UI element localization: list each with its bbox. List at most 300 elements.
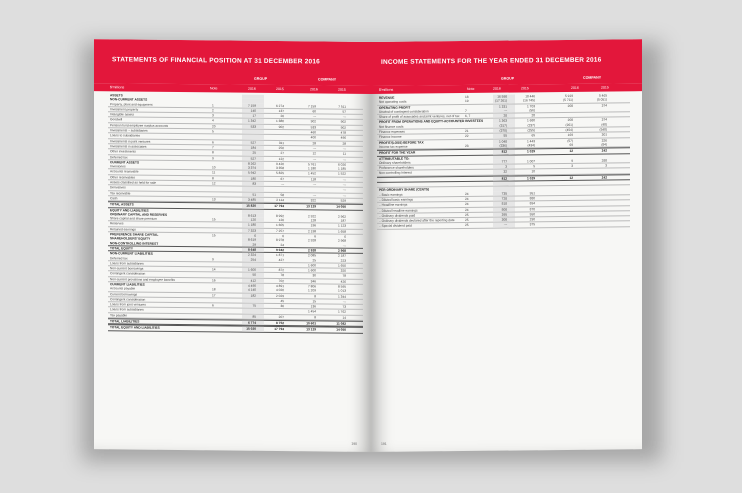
value-cell: 6 026	[338, 162, 346, 167]
value-cell: 6	[314, 234, 316, 239]
column-header: 2015	[338, 87, 346, 92]
value-cell: 32	[503, 170, 507, 175]
value-cell: 17	[252, 113, 256, 118]
note-cell: 17	[212, 292, 216, 297]
note-cell: 12	[212, 181, 216, 186]
value-cell: 27	[280, 151, 284, 156]
row-label: REVENUE	[379, 95, 395, 100]
value-cell: 169	[567, 133, 573, 138]
value-cell: 7 806	[308, 284, 316, 289]
value-cell: 460	[310, 130, 316, 135]
row-label: Unwind of contingent consideration	[379, 109, 429, 114]
value-cell: 10 601	[306, 321, 316, 326]
value-cell: 180	[250, 176, 256, 181]
row-label: Derivatives	[110, 185, 126, 190]
value-cell: 67	[280, 176, 284, 181]
value-cell: 4 891	[276, 283, 284, 289]
value-cell: (336)	[499, 143, 507, 148]
value-cell: 136	[310, 304, 316, 309]
value-cell: 69	[569, 142, 573, 147]
right-statement-table	[377, 93, 630, 229]
note-cell: 16	[212, 278, 216, 283]
value-cell: 5 942	[248, 171, 256, 176]
value-cell: 812	[501, 149, 507, 154]
value-cell: 2 928	[308, 238, 316, 243]
value-cell: 400	[310, 135, 316, 140]
row-label: – Diluted headline earnings	[379, 208, 418, 213]
note-cell: 18	[465, 94, 469, 100]
row-label: PER ORDINARY SHARE (CENTS)	[379, 187, 430, 193]
value-cell: 250	[278, 146, 284, 151]
value-cell: 1 380	[276, 119, 284, 124]
value-cell: 8 595	[338, 284, 346, 289]
left-company-label: COMPANY	[318, 77, 337, 82]
value-cell: 26	[280, 114, 284, 119]
value-cell: 1 658	[338, 229, 346, 234]
row-label: Ordinary shareholders	[379, 160, 411, 165]
value-cell: 16 598	[497, 94, 507, 99]
value-cell: 7 159	[248, 103, 256, 108]
column-header: Note	[467, 86, 475, 91]
value-cell: (237)	[527, 123, 535, 128]
note-cell: 18	[212, 287, 216, 292]
value-cell: 13 129	[306, 204, 316, 209]
note-cell: 20	[212, 124, 216, 129]
value-cell: 5 825	[276, 171, 284, 176]
value-cell: 1 600	[308, 263, 316, 268]
row-label: – Diluted basic earnings	[379, 197, 414, 202]
value-cell: 208	[567, 103, 573, 108]
note-cell: 25	[465, 212, 469, 217]
value-cell: 1 871	[276, 253, 284, 258]
row-label: Loans from subsidiaries	[110, 307, 144, 313]
note-cell: 21	[465, 129, 469, 134]
value-cell: 6 274	[276, 103, 284, 108]
value-cell: 2 114	[276, 197, 284, 203]
value-cell: 1 762	[338, 310, 346, 315]
value-cell: 2 324	[248, 252, 256, 257]
value-cell: (17 261)	[495, 98, 507, 103]
row-label: Deferred tax	[110, 154, 128, 160]
column-header: $'millions	[379, 87, 394, 92]
column-header: 2016	[493, 86, 501, 91]
value-cell: 83	[252, 181, 256, 186]
note-cell: 22	[465, 134, 469, 139]
value-cell: 902	[340, 125, 346, 130]
value-cell: 11 082	[336, 321, 346, 326]
value-cell: 17 794	[274, 204, 284, 209]
value-cell: 902	[340, 120, 346, 125]
value-cell: 6	[282, 234, 284, 239]
value-cell: —	[280, 182, 284, 187]
value-cell: 1 452	[308, 171, 316, 176]
current-year-shade	[242, 262, 264, 267]
row-label: Net finance costs	[379, 124, 404, 129]
note-cell: 8	[212, 176, 214, 181]
row-label: Current borrowings	[110, 291, 138, 297]
column-header: 2015	[601, 85, 609, 90]
value-cell: 184	[250, 145, 256, 150]
value-cell: 2 029	[276, 293, 284, 298]
value-cell: 2 085	[308, 253, 316, 258]
value-cell: (548)	[599, 127, 607, 132]
value-cell: 8 648	[248, 247, 256, 252]
value-cell: —	[503, 108, 507, 113]
value-cell: 8 613	[248, 213, 256, 218]
value-cell: 529	[340, 198, 346, 203]
value-cell: 18 446	[525, 94, 535, 99]
value-cell: (56)	[529, 108, 535, 113]
value-cell: 527	[250, 156, 256, 161]
value-cell: 25	[312, 257, 316, 262]
value-cell: 85	[252, 314, 256, 319]
value-cell: 8 262	[248, 161, 256, 166]
note-cell: 8	[212, 150, 214, 155]
value-cell: 7 159	[308, 103, 316, 109]
value-cell: 24	[280, 242, 284, 247]
note-cell: 4	[212, 118, 214, 123]
row-label: Share of profit of associates and joint ventures, net of tax	[379, 114, 460, 120]
value-cell: 58	[280, 192, 284, 197]
value-cell: 2 962	[338, 214, 346, 219]
row-label: TOTAL EQUITY	[110, 246, 134, 251]
value-cell: (48)	[601, 122, 607, 127]
value-cell: 17 794	[274, 327, 284, 332]
row-label: – Ordinary dividends declared after the reporting date	[379, 218, 455, 224]
row-label: Investments in joint ventures	[110, 138, 151, 144]
value-cell: 3 485	[248, 197, 256, 202]
value-cell: 288	[601, 158, 607, 163]
value-cell: 65	[531, 133, 535, 138]
value-cell: 1 331	[499, 104, 507, 109]
note-cell: 15	[212, 217, 216, 222]
value-cell: 12	[569, 149, 573, 154]
value-cell: 7 323	[248, 228, 256, 233]
value-cell: 15 820	[246, 203, 256, 209]
row-label: Investments – subsidiaries	[110, 128, 148, 133]
value-cell: 2 968	[338, 248, 346, 253]
value-cell: 13 129	[306, 327, 316, 332]
value-cell: 30	[312, 273, 316, 278]
value-cell: 9	[571, 158, 573, 163]
value-cell: 51	[252, 192, 256, 197]
value-cell: 128	[310, 218, 316, 223]
row-label: Other investments	[110, 149, 136, 154]
column-header: $'millions	[110, 85, 125, 90]
value-cell: 872	[278, 268, 284, 273]
row-label: Loans from joint ventures	[110, 302, 146, 307]
value-cell: 1 454	[308, 309, 316, 314]
value-cell: 533	[250, 124, 256, 129]
value-cell: 702	[278, 278, 284, 283]
current-year-shade	[242, 130, 264, 135]
value-cell: 8 619	[248, 238, 256, 243]
value-cell: 3	[605, 163, 607, 168]
column-header: 2016	[310, 87, 318, 92]
left-statement-table	[108, 93, 363, 333]
value-cell: 7 511	[338, 104, 346, 109]
row-label: Property, plant and equipment	[110, 101, 153, 107]
row-label: ASSETS	[110, 93, 123, 98]
row-label: PROFIT FOR THE YEAR	[379, 150, 416, 156]
value-cell: (261)	[565, 122, 573, 127]
value-cell: 735	[501, 191, 507, 196]
row-label: – Headline earnings	[379, 202, 408, 208]
value-cell: 50	[252, 273, 256, 278]
value-cell: 6	[254, 233, 256, 238]
value-cell: (255)	[527, 128, 535, 133]
value-cell: 8 978	[276, 238, 284, 243]
value-cell: —	[342, 114, 346, 119]
value-cell: 207	[278, 314, 284, 319]
value-cell: —	[342, 182, 346, 187]
value-cell: (370)	[499, 128, 507, 133]
right-page-title: INCOME STATEMENTS FOR THE YEAR ENDED 31 DECEMBER 2016	[381, 56, 602, 66]
value-cell: 374	[601, 118, 607, 123]
value-cell: 2 928	[308, 248, 316, 253]
value-cell: 5	[533, 164, 535, 169]
value-cell: 36	[280, 304, 284, 309]
value-cell: 78	[280, 273, 284, 278]
value-cell: (5 051)	[596, 97, 607, 102]
left-column-headers	[94, 83, 371, 94]
value-cell: 3 374	[248, 165, 256, 170]
value-cell: 1 342	[248, 119, 256, 124]
value-cell: —	[342, 243, 346, 248]
value-cell: 242	[601, 175, 607, 180]
row-label: Finance income	[379, 135, 402, 140]
value-cell: 320	[340, 268, 346, 273]
value-cell: 12	[569, 175, 573, 180]
value-cell: 118	[310, 177, 316, 182]
value-cell: 196	[310, 223, 316, 228]
right-title-band	[371, 39, 642, 86]
current-year-shade	[493, 182, 515, 187]
value-cell: —	[342, 146, 346, 151]
value-cell: (16 745)	[523, 98, 535, 103]
column-header: 2015	[521, 86, 529, 91]
value-cell: 326	[601, 138, 607, 143]
row-label: Preference shareholders	[379, 165, 414, 171]
row-label: Contingent consideration	[110, 271, 146, 277]
row-label: Investment property	[110, 107, 139, 112]
left-page-number: 190	[351, 441, 357, 446]
value-cell: 126	[278, 218, 284, 223]
row-label: NON-CURRENT LIABILITIES	[110, 251, 153, 256]
value-cell: 426	[340, 279, 346, 284]
row-label: – Basic earnings	[379, 192, 403, 197]
value-cell: 8 992	[276, 213, 284, 218]
row-label: NON-CONTROLLING INTEREST	[110, 240, 159, 246]
row-label: Income tax expense	[379, 144, 408, 149]
value-cell: 55	[503, 133, 507, 138]
row-label: PREFERENCE SHARE CAPITAL	[110, 232, 159, 237]
value-cell: 311	[278, 140, 284, 145]
value-cell: 818	[501, 201, 507, 206]
value-cell: 8 752	[276, 321, 284, 326]
value-cell: 812	[501, 176, 507, 181]
row-label: Other receivables	[110, 175, 135, 180]
value-cell: 375	[529, 222, 535, 227]
value-cell: 28	[531, 113, 535, 118]
value-cell: 1 185	[338, 166, 346, 171]
value-cell: 2 922	[308, 214, 316, 219]
value-cell: 1 600	[248, 267, 256, 272]
row-label: EQUITY AND LIABILITIES	[110, 207, 149, 213]
row-label: CURRENT LIABILITIES	[110, 282, 145, 287]
value-cell: (84)	[601, 142, 607, 147]
value-cell: 12	[312, 151, 316, 156]
value-cell: 427	[278, 257, 284, 262]
current-year-shade	[242, 187, 264, 192]
value-cell: 1 048	[499, 139, 507, 144]
value-cell: 550	[529, 212, 535, 217]
value-cell: 1 209	[308, 288, 316, 293]
row-label: Investments in associates	[110, 144, 147, 149]
row-label: Contingent consideration	[110, 297, 146, 302]
value-cell: 120	[250, 217, 256, 222]
column-header: 2016	[248, 86, 256, 91]
note-cell: 9	[212, 256, 214, 261]
value-cell: 1 650	[338, 263, 346, 268]
current-year-shade	[242, 135, 264, 140]
row-label: OPERATING PROFIT	[379, 105, 411, 110]
note-cell: 9	[212, 155, 214, 160]
value-cell: 1 522	[338, 172, 346, 177]
value-cell: 73	[342, 304, 346, 309]
note-cell: 13	[212, 197, 216, 202]
note-cell: 23	[465, 143, 469, 148]
right-group-label: GROUP	[501, 76, 515, 81]
value-cell: 2 187	[338, 253, 346, 258]
value-cell: 1 123	[338, 224, 346, 229]
value-cell: 122	[278, 156, 284, 161]
value-cell: 301	[601, 132, 607, 137]
value-cell: 5 919	[565, 93, 573, 98]
value-cell: 60	[312, 109, 316, 114]
value-cell: 11	[342, 151, 346, 157]
value-cell: 57	[342, 109, 346, 114]
row-label: Non-controlling interest	[379, 171, 412, 176]
value-cell: 808	[501, 207, 507, 212]
left-title-band	[94, 39, 371, 86]
note-cell: 2	[212, 108, 214, 113]
note-cell: 6	[212, 140, 214, 145]
value-cell: (5 711)	[563, 98, 573, 103]
value-cell: 951	[529, 190, 535, 195]
value-cell: 6	[344, 234, 346, 239]
value-cell: 4 020	[276, 288, 284, 293]
value-cell: 374	[601, 103, 607, 108]
note-cell: 25	[465, 218, 469, 223]
row-label: CURRENT ASSETS	[110, 160, 140, 165]
note-cell: 24	[465, 196, 469, 201]
value-cell: 1 443	[527, 138, 535, 144]
left-page	[94, 39, 371, 452]
value-cell: —	[312, 156, 316, 161]
note-cell: 5	[212, 129, 214, 134]
row-label: Tax receivable	[110, 190, 131, 196]
row-label: Accounts receivable	[110, 169, 139, 175]
value-cell: (454)	[565, 127, 573, 133]
row-label: Non-current provisions and employee benefits	[110, 276, 176, 282]
row-label: PROFIT/(LOSS) BEFORE TAX	[379, 140, 424, 145]
note-cell: 24	[465, 207, 469, 212]
row-label: – Ordinary dividends paid	[379, 213, 416, 218]
value-cell: 14	[342, 315, 346, 320]
column-header: 2015	[276, 87, 284, 92]
value-cell: 533	[310, 125, 316, 130]
value-cell: 137	[278, 108, 284, 113]
row-label: Deferred tax	[110, 255, 128, 260]
value-cell: 1 605	[276, 223, 284, 228]
row-label: ATTRIBUTABLE TO:	[379, 156, 410, 161]
value-cell: 45	[280, 298, 284, 303]
value-cell: 478	[340, 130, 346, 135]
value-cell: 1 029	[527, 176, 535, 181]
value-cell: 3	[505, 164, 507, 169]
value-cell: 254	[250, 257, 256, 262]
row-label: TOTAL LIABILITIES	[110, 319, 140, 324]
value-cell: —	[503, 222, 507, 228]
value-cell: 29	[252, 242, 256, 247]
row-label: Inventories	[110, 164, 126, 169]
value-cell: 78	[342, 274, 346, 279]
right-page-number: 191	[381, 441, 387, 446]
note-cell: 1	[212, 102, 214, 107]
right-column-headers	[371, 83, 642, 94]
value-cell: 182	[250, 293, 256, 298]
left-page-title: STATEMENTS OF FINANCIAL POSITION AT 31 DECEMBER 2016	[112, 56, 320, 66]
value-cell: 728	[501, 196, 507, 201]
note-cell: 25	[465, 223, 469, 228]
row-label: Reserves	[110, 221, 124, 226]
value-cell: 870	[529, 206, 535, 211]
value-cell: 15	[312, 299, 316, 304]
value-cell: 140	[250, 108, 256, 113]
value-cell: 527	[250, 140, 256, 145]
row-label: TOTAL EQUITY AND LIABILITIES	[110, 325, 160, 331]
value-cell: 1 680	[527, 118, 535, 123]
value-cell: 5 465	[599, 93, 607, 98]
row-label: SHAREHOLDERS' EQUITY	[110, 236, 151, 242]
value-cell: 5 761	[308, 162, 316, 167]
row-label: Pension fund employee surplus accounts	[110, 123, 169, 128]
row-label: Accounts payable	[110, 286, 136, 291]
value-cell: 290	[529, 217, 535, 222]
row-label: Retained earnings	[110, 226, 136, 232]
value-cell: 1 600	[308, 268, 316, 273]
value-cell: 322	[310, 198, 316, 203]
row-label: Net operating costs	[379, 99, 407, 105]
value-cell: —	[342, 177, 346, 182]
value-cell: 3	[571, 164, 573, 169]
value-cell: 14 050	[336, 204, 346, 209]
row-label: Share capital and share premium	[110, 216, 157, 221]
column-header: Note	[210, 86, 218, 91]
row-label: Finance expenses	[379, 129, 405, 134]
note-cell: 19	[465, 99, 469, 104]
value-cell: —	[342, 299, 346, 304]
value-cell: 75	[252, 303, 256, 308]
value-cell: 8	[314, 315, 316, 320]
value-cell: 7 257	[276, 228, 284, 233]
row-label: Intangible assets	[110, 112, 134, 117]
row-label: – Special dividend paid	[379, 223, 412, 229]
note-cell: 6, 7	[465, 114, 471, 119]
value-cell: 4 140	[248, 287, 256, 293]
value-cell: 10	[531, 169, 535, 174]
